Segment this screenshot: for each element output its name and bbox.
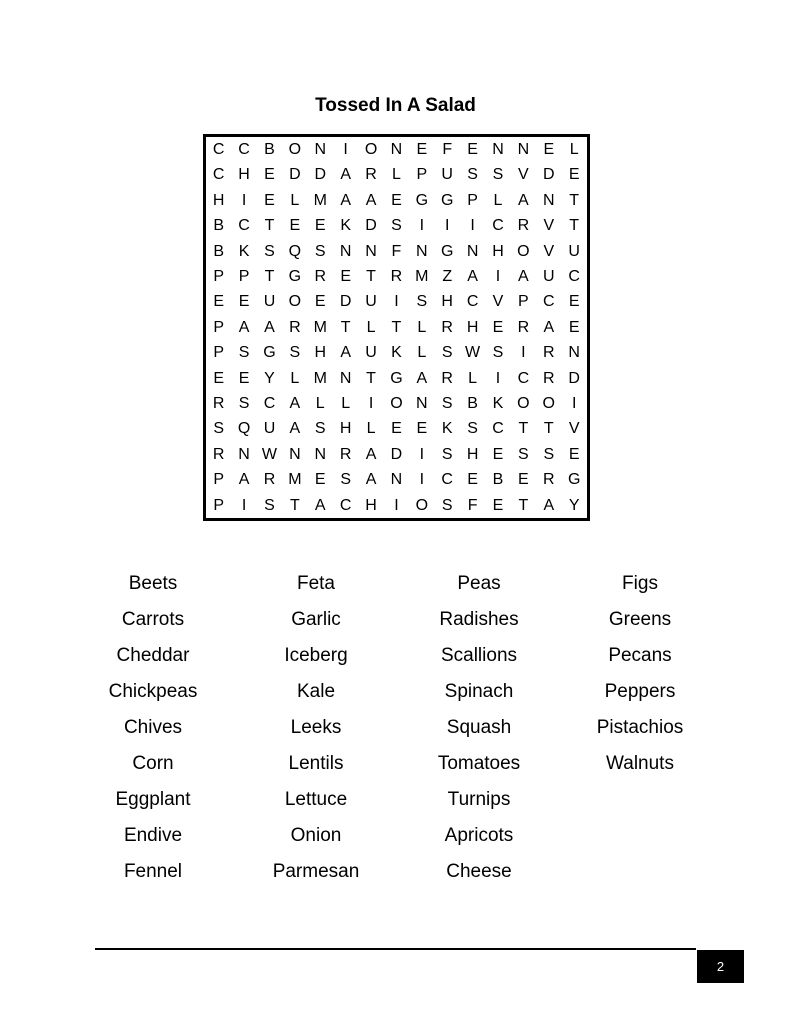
puzzle-title: Tossed In A Salad: [315, 95, 476, 116]
grid-letter[interactable]: E: [340, 268, 351, 285]
grid-letter[interactable]: C: [441, 471, 453, 489]
grid-letter[interactable]: K: [340, 217, 351, 235]
grid-letter[interactable]: N: [314, 445, 327, 463]
grid-letter[interactable]: G: [415, 191, 429, 209]
grid-letter[interactable]: R: [212, 445, 225, 463]
grid-letter[interactable]: E: [391, 191, 402, 209]
word-list-item: Iceberg: [284, 645, 348, 666]
grid-letter[interactable]: F: [467, 496, 478, 514]
grid-letter[interactable]: T: [518, 420, 529, 438]
grid-row: [206, 264, 587, 289]
grid-letter[interactable]: E: [416, 420, 428, 438]
grid-letter[interactable]: S: [467, 166, 478, 184]
grid-letter[interactable]: R: [441, 318, 453, 336]
grid-letter[interactable]: A: [543, 318, 555, 336]
word-list-item: Tomatoes: [437, 753, 521, 774]
grid-letter[interactable]: L: [417, 344, 427, 362]
word-list-item: Fennel: [123, 861, 183, 882]
grid-letter[interactable]: I: [419, 471, 425, 489]
grid-letter[interactable]: A: [314, 496, 326, 514]
grid-letter[interactable]: N: [339, 242, 352, 260]
grid-letter[interactable]: P: [213, 471, 225, 489]
grid-letter[interactable]: E: [467, 471, 478, 489]
grid-letter[interactable]: C: [517, 369, 530, 387]
grid-letter[interactable]: I: [343, 141, 348, 158]
word-list-item: Pistachios: [596, 717, 684, 738]
grid-letter[interactable]: S: [314, 242, 326, 260]
grid-letter[interactable]: R: [542, 471, 555, 489]
grid-letter[interactable]: E: [568, 293, 580, 311]
grid-letter[interactable]: U: [365, 344, 377, 362]
grid-letter[interactable]: R: [289, 318, 301, 336]
grid-letter[interactable]: N: [568, 344, 580, 362]
grid-letter[interactable]: L: [366, 420, 376, 438]
grid-row: [206, 162, 587, 187]
word-list-item: Squash: [446, 717, 512, 738]
grid-letter[interactable]: H: [492, 242, 504, 260]
grid-letter[interactable]: Q: [288, 242, 302, 260]
grid-letter[interactable]: C: [568, 268, 580, 285]
word-list-item: Walnuts: [606, 753, 674, 774]
grid-letter[interactable]: K: [492, 395, 504, 412]
grid-letter[interactable]: E: [492, 496, 504, 514]
grid-letter[interactable]: D: [314, 166, 327, 184]
grid-letter[interactable]: H: [466, 445, 479, 463]
grid-row: [206, 467, 587, 492]
grid-letter[interactable]: L: [493, 191, 503, 209]
footer-divider: [95, 948, 696, 950]
grid-letter[interactable]: S: [543, 445, 555, 463]
grid-letter[interactable]: E: [238, 293, 250, 311]
grid-letter[interactable]: S: [264, 242, 275, 260]
grid-letter[interactable]: H: [466, 318, 479, 336]
word-list-item: Chives: [123, 717, 183, 738]
grid-letter[interactable]: K: [441, 420, 453, 438]
grid-row: [206, 188, 587, 213]
grid-letter[interactable]: I: [241, 496, 247, 514]
grid-letter[interactable]: S: [441, 496, 453, 514]
grid-letter[interactable]: N: [390, 471, 403, 489]
word-list-item: Kale: [296, 681, 336, 702]
grid-letter[interactable]: P: [416, 166, 428, 184]
grid-letter[interactable]: N: [416, 242, 428, 260]
grid-letter[interactable]: B: [492, 471, 504, 489]
grid-letter[interactable]: I: [444, 217, 450, 235]
grid-row: [206, 416, 587, 441]
grid-letter[interactable]: R: [263, 471, 276, 489]
word-list-item: Scallions: [440, 645, 518, 666]
word-list-item: Beets: [128, 573, 178, 594]
grid-letter[interactable]: W: [465, 344, 481, 362]
grid-letter[interactable]: R: [339, 445, 352, 463]
grid-letter[interactable]: C: [542, 293, 555, 311]
grid-letter[interactable]: H: [339, 420, 352, 438]
grid-letter[interactable]: Q: [237, 420, 251, 438]
grid-letter[interactable]: M: [288, 471, 302, 489]
grid-letter[interactable]: S: [492, 166, 504, 184]
grid-letter[interactable]: E: [416, 141, 428, 158]
word-list-item: Lettuce: [284, 789, 348, 810]
grid-letter[interactable]: S: [391, 217, 402, 235]
grid-letter[interactable]: C: [339, 496, 352, 514]
grid-letter[interactable]: B: [467, 395, 478, 412]
grid-letter[interactable]: T: [340, 318, 351, 336]
grid-letter[interactable]: N: [517, 141, 530, 158]
grid-letter[interactable]: D: [339, 293, 352, 311]
word-list-item: Endive: [123, 825, 183, 846]
grid-letter[interactable]: R: [441, 369, 453, 387]
grid-letter[interactable]: U: [441, 166, 453, 184]
grid-letter[interactable]: F: [442, 141, 453, 158]
page-number: 2: [697, 950, 744, 983]
grid-letter[interactable]: S: [441, 344, 453, 362]
grid-letter[interactable]: W: [261, 445, 278, 463]
grid-letter[interactable]: C: [212, 166, 225, 184]
grid-letter[interactable]: O: [517, 242, 530, 260]
grid-letter[interactable]: M: [313, 369, 327, 387]
grid-letter[interactable]: G: [288, 268, 302, 285]
grid-letter[interactable]: Y: [264, 369, 275, 387]
grid-letter[interactable]: O: [517, 395, 530, 412]
grid-letter[interactable]: R: [542, 344, 555, 362]
grid-letter[interactable]: E: [213, 369, 225, 387]
grid-letter[interactable]: S: [289, 344, 301, 362]
grid-letter[interactable]: O: [364, 141, 378, 158]
grid-letter[interactable]: E: [314, 293, 326, 311]
word-list-item: Garlic: [291, 609, 341, 630]
grid-letter[interactable]: N: [466, 242, 479, 260]
grid-letter[interactable]: H: [365, 496, 377, 514]
grid-letter[interactable]: C: [238, 141, 250, 158]
grid-letter[interactable]: L: [366, 318, 376, 336]
word-list-item: Feta: [296, 573, 336, 594]
grid-letter[interactable]: R: [542, 369, 555, 387]
grid-letter[interactable]: A: [340, 166, 351, 184]
grid-letter[interactable]: R: [212, 395, 225, 412]
grid-letter[interactable]: D: [289, 166, 301, 184]
grid-letter[interactable]: E: [238, 369, 250, 387]
grid-letter[interactable]: D: [365, 217, 377, 235]
letter-grid[interactable]: [203, 134, 590, 521]
grid-letter[interactable]: E: [314, 217, 326, 235]
grid-letter[interactable]: E: [543, 141, 555, 158]
word-list-item: Cheese: [446, 861, 512, 882]
grid-letter[interactable]: D: [568, 369, 580, 387]
grid-letter[interactable]: S: [213, 420, 225, 438]
grid-letter[interactable]: I: [419, 217, 425, 235]
grid-letter[interactable]: D: [542, 166, 555, 184]
grid-letter[interactable]: C: [492, 420, 504, 438]
grid-letter[interactable]: L: [290, 369, 300, 387]
grid-letter[interactable]: P: [467, 191, 478, 209]
grid-letter[interactable]: I: [470, 217, 475, 235]
grid-letter[interactable]: E: [467, 141, 478, 158]
grid-letter[interactable]: A: [365, 445, 377, 463]
grid-letter[interactable]: S: [340, 471, 351, 489]
grid-letter[interactable]: S: [416, 293, 428, 311]
grid-letter[interactable]: N: [492, 141, 504, 158]
grid-letter[interactable]: N: [314, 141, 327, 158]
grid-letter[interactable]: P: [213, 268, 225, 285]
grid-letter[interactable]: C: [212, 141, 225, 158]
grid-letter[interactable]: I: [241, 191, 247, 209]
grid-letter[interactable]: E: [568, 318, 580, 336]
grid-letter[interactable]: Z: [442, 268, 453, 285]
word-list-item: Onion: [290, 825, 342, 846]
grid-letter[interactable]: A: [518, 268, 529, 285]
word-list-item: Leeks: [290, 717, 342, 738]
grid-letter[interactable]: S: [441, 395, 453, 412]
word-list-item: Spinach: [444, 681, 514, 702]
grid-letter[interactable]: N: [390, 141, 403, 158]
grid-letter[interactable]: A: [340, 191, 351, 209]
grid-letter[interactable]: N: [289, 445, 301, 463]
grid-letter[interactable]: E: [568, 445, 580, 463]
grid-row: [206, 366, 587, 391]
grid-letter[interactable]: S: [314, 420, 326, 438]
grid-letter[interactable]: V: [543, 242, 555, 260]
grid-letter[interactable]: T: [391, 318, 402, 336]
word-list-item: Apricots: [444, 825, 514, 846]
grid-letter[interactable]: L: [341, 395, 351, 412]
grid-letter[interactable]: C: [466, 293, 479, 311]
grid-letter[interactable]: O: [288, 293, 302, 311]
grid-letter[interactable]: B: [213, 217, 225, 235]
grid-row: [206, 239, 587, 264]
grid-letter[interactable]: I: [495, 268, 501, 285]
grid-letter[interactable]: A: [238, 471, 250, 489]
word-column: [226, 571, 406, 895]
grid-row: [206, 493, 587, 518]
grid-letter[interactable]: I: [394, 496, 399, 514]
word-list-item: Peppers: [604, 681, 676, 702]
word-list-item: Radishes: [439, 609, 519, 630]
grid-letter[interactable]: G: [390, 369, 403, 387]
grid-letter[interactable]: I: [419, 445, 425, 463]
grid-letter[interactable]: N: [339, 369, 352, 387]
word-list-item: Lentils: [288, 753, 344, 774]
grid-letter[interactable]: O: [415, 496, 429, 514]
grid-letter[interactable]: Y: [568, 496, 580, 514]
grid-letter[interactable]: I: [368, 395, 374, 412]
grid-row: [206, 340, 587, 365]
word-list-item: Chickpeas: [108, 681, 198, 702]
grid-letter[interactable]: U: [263, 293, 276, 311]
grid-row: [206, 213, 587, 238]
grid-letter[interactable]: I: [521, 344, 526, 362]
word-list-item: Peas: [457, 573, 501, 594]
grid-letter[interactable]: B: [213, 242, 225, 260]
grid-letter[interactable]: N: [365, 242, 377, 260]
grid-letter[interactable]: V: [568, 420, 580, 438]
grid-letter[interactable]: E: [314, 471, 326, 489]
grid-letter[interactable]: U: [263, 420, 276, 438]
grid-letter[interactable]: C: [238, 217, 250, 235]
grid-letter[interactable]: A: [289, 420, 301, 438]
word-list-item: Carrots: [121, 609, 185, 630]
grid-letter[interactable]: E: [492, 445, 504, 463]
grid-letter[interactable]: G: [567, 471, 581, 489]
grid-letter[interactable]: P: [518, 293, 529, 311]
grid-letter[interactable]: R: [517, 217, 530, 235]
grid-letter[interactable]: S: [238, 395, 250, 412]
grid-letter[interactable]: C: [492, 217, 504, 235]
grid-letter[interactable]: E: [264, 191, 275, 209]
grid-letter[interactable]: T: [569, 191, 580, 209]
grid-letter[interactable]: I: [571, 395, 577, 412]
grid-letter[interactable]: A: [264, 318, 275, 336]
grid-letter[interactable]: S: [264, 496, 275, 514]
word-list-item: Turnips: [447, 789, 511, 810]
grid-letter[interactable]: L: [315, 395, 325, 412]
grid-letter[interactable]: R: [390, 268, 403, 285]
grid-letter[interactable]: A: [238, 318, 250, 336]
grid-letter[interactable]: U: [365, 293, 377, 311]
grid-letter[interactable]: M: [313, 191, 327, 209]
grid-letter[interactable]: I: [394, 293, 399, 311]
grid-letter[interactable]: O: [390, 395, 403, 412]
grid-letter[interactable]: E: [213, 293, 225, 311]
grid-letter[interactable]: T: [264, 268, 275, 285]
grid-letter[interactable]: B: [264, 141, 275, 158]
word-column: [389, 571, 569, 895]
grid-letter[interactable]: T: [543, 420, 554, 438]
grid-letter[interactable]: E: [264, 166, 275, 184]
grid-letter[interactable]: L: [569, 141, 579, 158]
grid-letter[interactable]: E: [492, 318, 504, 336]
grid-letter[interactable]: L: [391, 166, 401, 184]
grid-letter[interactable]: T: [366, 268, 376, 285]
grid-letter[interactable]: M: [313, 318, 327, 336]
grid-letter[interactable]: E: [391, 420, 402, 438]
grid-letter[interactable]: T: [264, 217, 275, 235]
grid-letter[interactable]: T: [366, 369, 376, 387]
grid-letter[interactable]: N: [416, 395, 428, 412]
word-list-item: Parmesan: [272, 861, 360, 882]
grid-letter[interactable]: H: [441, 293, 453, 311]
grid-row: [206, 289, 587, 314]
grid-letter[interactable]: O: [542, 395, 555, 412]
grid-letter[interactable]: T: [289, 496, 300, 514]
grid-letter[interactable]: A: [467, 268, 478, 285]
grid-letter[interactable]: R: [517, 318, 530, 336]
grid-letter[interactable]: S: [467, 420, 478, 438]
grid-letter[interactable]: K: [238, 242, 250, 260]
grid-letter[interactable]: C: [263, 395, 276, 412]
grid-letter[interactable]: M: [415, 268, 429, 285]
grid-letter[interactable]: G: [263, 344, 276, 362]
grid-letter[interactable]: V: [543, 217, 555, 235]
grid-letter[interactable]: N: [542, 191, 555, 209]
grid-row: [206, 137, 587, 162]
grid-letter[interactable]: S: [238, 344, 250, 362]
word-column: [550, 571, 730, 787]
grid-letter[interactable]: S: [518, 445, 529, 463]
grid-letter[interactable]: D: [390, 445, 403, 463]
grid-letter[interactable]: E: [518, 471, 529, 489]
grid-letter[interactable]: E: [289, 217, 301, 235]
word-list-item: Corn: [132, 753, 174, 774]
grid-letter[interactable]: U: [568, 242, 580, 260]
grid-letter[interactable]: O: [288, 141, 302, 158]
word-list-item: Cheddar: [116, 645, 190, 666]
grid-letter[interactable]: U: [542, 268, 555, 285]
grid-letter[interactable]: R: [314, 268, 327, 285]
word-list-item: Pecans: [608, 645, 672, 666]
grid-letter[interactable]: A: [543, 496, 555, 514]
word-list-item: Eggplant: [115, 789, 191, 810]
grid-letter[interactable]: S: [441, 445, 453, 463]
grid-letter[interactable]: R: [365, 166, 377, 184]
grid-letter[interactable]: T: [518, 496, 529, 514]
word-list-item: Greens: [608, 609, 672, 630]
grid-letter[interactable]: A: [416, 369, 428, 387]
grid-letter[interactable]: K: [391, 344, 402, 362]
word-column: [63, 571, 243, 895]
grid-letter[interactable]: P: [213, 496, 225, 514]
grid-row: [206, 391, 587, 416]
word-list-item: Figs: [622, 573, 658, 594]
grid-letter[interactable]: L: [290, 191, 300, 209]
grid-letter[interactable]: A: [289, 395, 301, 412]
grid-letter[interactable]: H: [212, 191, 225, 209]
grid-letter[interactable]: A: [365, 191, 377, 209]
grid-letter[interactable]: A: [365, 471, 377, 489]
grid-letter[interactable]: P: [213, 318, 225, 336]
grid-letter[interactable]: V: [518, 166, 529, 184]
grid-row: [206, 315, 587, 340]
grid-letter[interactable]: A: [340, 344, 351, 362]
grid-row: [206, 442, 587, 467]
grid-letter[interactable]: A: [518, 191, 529, 209]
word-list: [0, 571, 791, 891]
grid-letter[interactable]: S: [492, 344, 504, 362]
grid-letter[interactable]: E: [568, 166, 580, 184]
grid-letter[interactable]: G: [440, 242, 454, 260]
grid-letter[interactable]: H: [238, 166, 250, 184]
grid-letter[interactable]: H: [314, 344, 327, 362]
grid-letter[interactable]: P: [238, 268, 250, 285]
grid-letter[interactable]: T: [569, 217, 580, 235]
grid-letter[interactable]: V: [492, 293, 504, 311]
grid-letter[interactable]: N: [238, 445, 250, 463]
grid-letter[interactable]: G: [440, 191, 454, 209]
grid-letter[interactable]: P: [213, 344, 225, 362]
grid-letter[interactable]: I: [495, 369, 501, 387]
grid-letter[interactable]: L: [417, 318, 427, 336]
grid-letter[interactable]: F: [391, 242, 402, 260]
grid-letter[interactable]: L: [468, 369, 478, 387]
